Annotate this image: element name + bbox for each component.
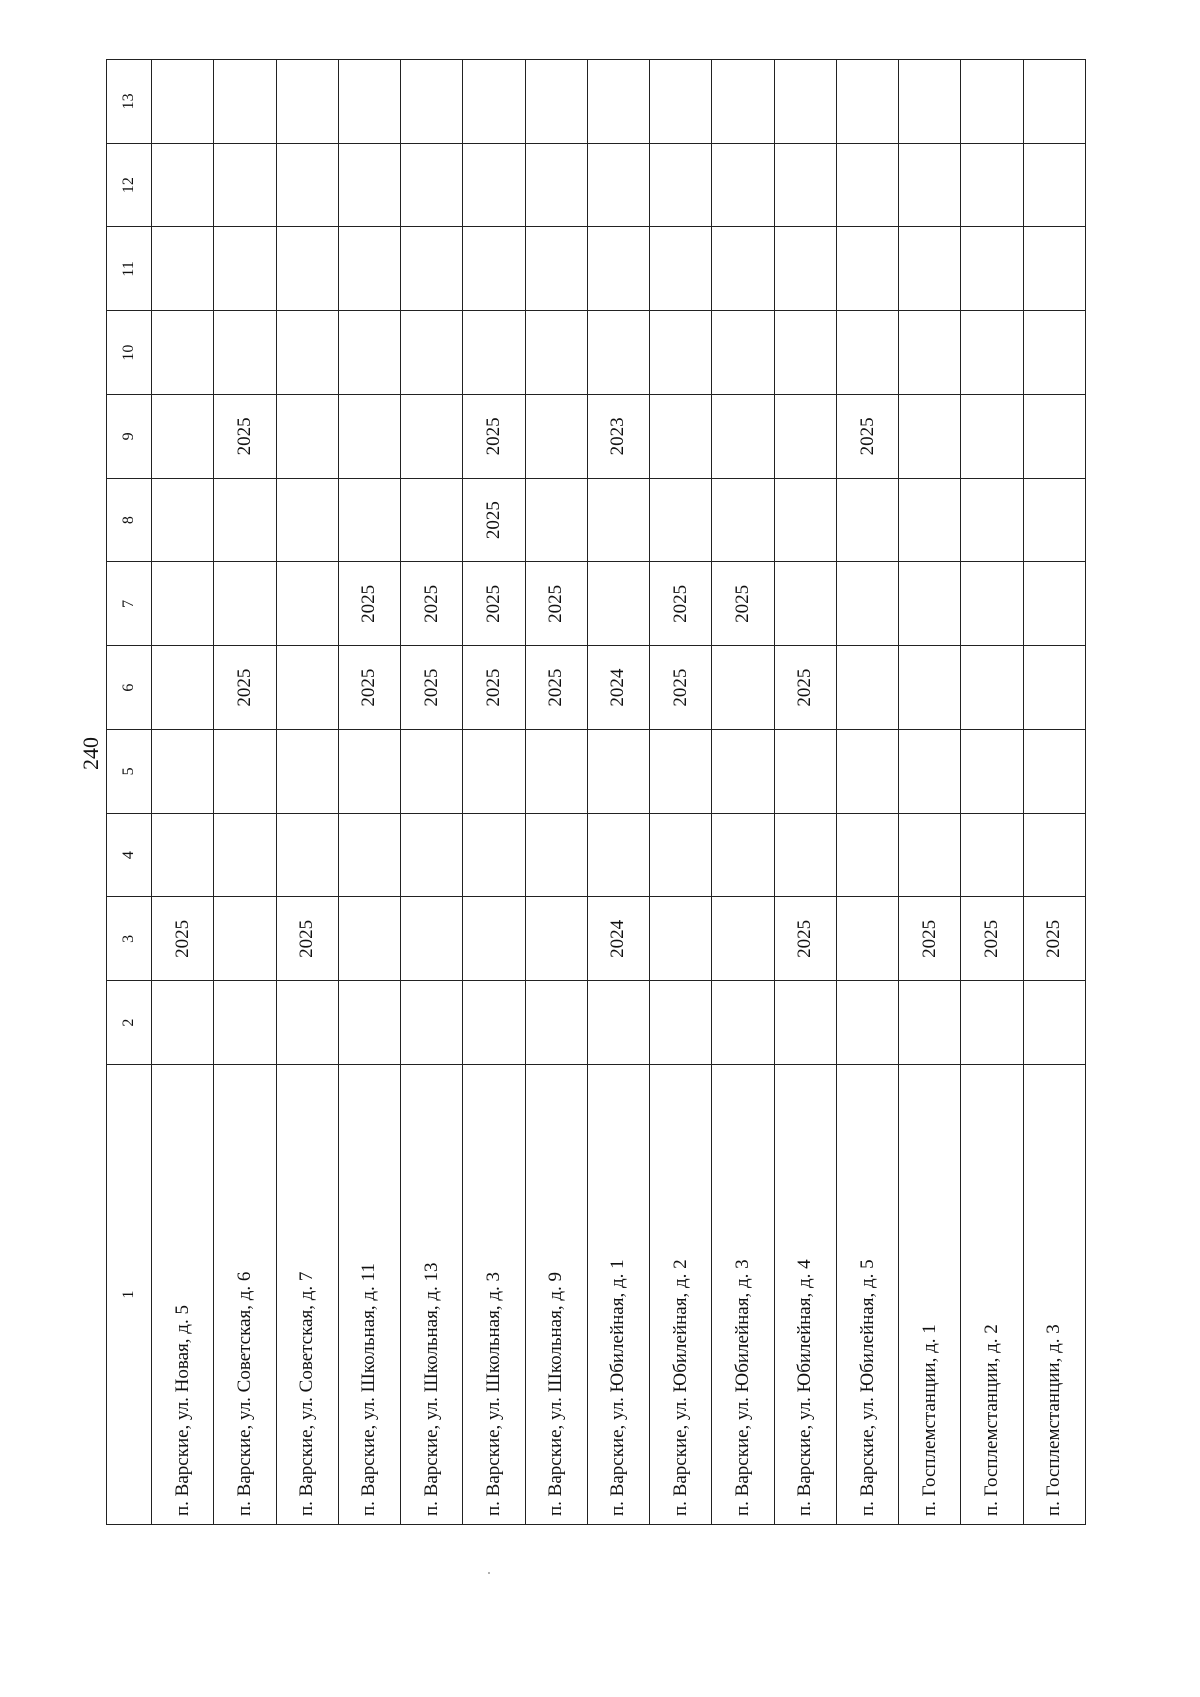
cell-col-10 bbox=[214, 311, 276, 395]
table-row bbox=[587, 60, 649, 1525]
cell-col-8 bbox=[650, 478, 712, 562]
cell-col-5 bbox=[401, 730, 463, 814]
cell-col-7: 2025 bbox=[712, 562, 774, 646]
cell-col-2 bbox=[899, 981, 961, 1065]
cell-col-7 bbox=[961, 562, 1023, 646]
cell-col-5 bbox=[276, 730, 338, 814]
cell-col-13 bbox=[899, 60, 961, 144]
cell-col-5 bbox=[774, 730, 836, 814]
cell-col-13 bbox=[401, 60, 463, 144]
cell-col-12 bbox=[152, 143, 214, 227]
table-row bbox=[152, 60, 214, 1525]
cell-col-4 bbox=[712, 813, 774, 897]
cell-col-3 bbox=[463, 897, 525, 981]
table-body bbox=[152, 60, 1086, 1525]
cell-col-3 bbox=[836, 897, 898, 981]
cell-col-13 bbox=[152, 60, 214, 144]
cell-col-3: 2025 bbox=[899, 897, 961, 981]
cell-col-10 bbox=[525, 311, 587, 395]
cell-col-6 bbox=[961, 646, 1023, 730]
cell-col-3: 2025 bbox=[1023, 897, 1085, 981]
schedule-table bbox=[106, 59, 1086, 1525]
cell-col-7 bbox=[587, 562, 649, 646]
address-cell: п. Варские, ул. Школьная, д. 9 bbox=[525, 1065, 587, 1525]
cell-col-10 bbox=[338, 311, 400, 395]
table-row bbox=[961, 60, 1023, 1525]
address-cell: п. Варские, ул. Школьная, д. 13 bbox=[401, 1065, 463, 1525]
cell-col-13 bbox=[1023, 60, 1085, 144]
cell-col-9 bbox=[276, 395, 338, 479]
cell-col-2 bbox=[338, 981, 400, 1065]
cell-col-3 bbox=[712, 897, 774, 981]
cell-col-9 bbox=[401, 395, 463, 479]
cell-col-8 bbox=[152, 478, 214, 562]
cell-col-12 bbox=[463, 143, 525, 227]
column-header-13: 13 bbox=[107, 60, 152, 144]
page-number: 240 bbox=[78, 737, 103, 770]
address-cell: п. Варские, ул. Юбилейная, д. 2 bbox=[650, 1065, 712, 1525]
address-cell: п. Варские, ул. Новая, д. 5 bbox=[152, 1065, 214, 1525]
cell-col-10 bbox=[836, 311, 898, 395]
cell-col-13 bbox=[774, 60, 836, 144]
cell-col-11 bbox=[836, 227, 898, 311]
table-header bbox=[107, 60, 152, 1525]
cell-col-13 bbox=[836, 60, 898, 144]
cell-col-11 bbox=[214, 227, 276, 311]
cell-col-8 bbox=[401, 478, 463, 562]
cell-col-7 bbox=[899, 562, 961, 646]
column-header-1: 1 bbox=[107, 1065, 152, 1525]
cell-col-13 bbox=[338, 60, 400, 144]
column-header-11: 11 bbox=[107, 227, 152, 311]
cell-col-11 bbox=[152, 227, 214, 311]
cell-col-11 bbox=[276, 227, 338, 311]
cell-col-12 bbox=[899, 143, 961, 227]
cell-col-4 bbox=[1023, 813, 1085, 897]
scan-speck bbox=[488, 1572, 490, 1574]
cell-col-5 bbox=[338, 730, 400, 814]
cell-col-11 bbox=[650, 227, 712, 311]
address-cell: п. Варские, ул. Юбилейная, д. 1 bbox=[587, 1065, 649, 1525]
column-header-6: 6 bbox=[107, 646, 152, 730]
table-row bbox=[276, 60, 338, 1525]
cell-col-12 bbox=[338, 143, 400, 227]
cell-col-5 bbox=[587, 730, 649, 814]
cell-col-4 bbox=[401, 813, 463, 897]
cell-col-9 bbox=[774, 395, 836, 479]
cell-col-2 bbox=[961, 981, 1023, 1065]
cell-col-8 bbox=[1023, 478, 1085, 562]
address-cell: п. Варские, ул. Юбилейная, д. 4 bbox=[774, 1065, 836, 1525]
cell-col-2 bbox=[401, 981, 463, 1065]
cell-col-12 bbox=[961, 143, 1023, 227]
cell-col-7: 2025 bbox=[463, 562, 525, 646]
header-row bbox=[107, 60, 152, 1525]
cell-col-4 bbox=[152, 813, 214, 897]
cell-col-3: 2025 bbox=[276, 897, 338, 981]
cell-col-7 bbox=[276, 562, 338, 646]
cell-col-3: 2025 bbox=[961, 897, 1023, 981]
column-header-9: 9 bbox=[107, 395, 152, 479]
table-row bbox=[712, 60, 774, 1525]
cell-col-4 bbox=[899, 813, 961, 897]
cell-col-10 bbox=[401, 311, 463, 395]
cell-col-6 bbox=[899, 646, 961, 730]
cell-col-10 bbox=[463, 311, 525, 395]
table-row bbox=[650, 60, 712, 1525]
cell-col-7 bbox=[1023, 562, 1085, 646]
cell-col-13 bbox=[525, 60, 587, 144]
cell-col-9 bbox=[525, 395, 587, 479]
address-cell: п. Госплемстанции, д. 3 bbox=[1023, 1065, 1085, 1525]
cell-col-3: 2025 bbox=[152, 897, 214, 981]
cell-col-4 bbox=[587, 813, 649, 897]
cell-col-12 bbox=[1023, 143, 1085, 227]
cell-col-12 bbox=[650, 143, 712, 227]
cell-col-4 bbox=[276, 813, 338, 897]
cell-col-6: 2025 bbox=[214, 646, 276, 730]
cell-col-8 bbox=[712, 478, 774, 562]
cell-col-2 bbox=[276, 981, 338, 1065]
cell-col-9 bbox=[338, 395, 400, 479]
cell-col-8 bbox=[214, 478, 276, 562]
cell-col-11 bbox=[774, 227, 836, 311]
column-header-7: 7 bbox=[107, 562, 152, 646]
cell-col-8 bbox=[587, 478, 649, 562]
cell-col-11 bbox=[463, 227, 525, 311]
table-row bbox=[836, 60, 898, 1525]
cell-col-7: 2025 bbox=[401, 562, 463, 646]
cell-col-11 bbox=[712, 227, 774, 311]
cell-col-5 bbox=[836, 730, 898, 814]
cell-col-2 bbox=[152, 981, 214, 1065]
address-cell: п. Варские, ул. Юбилейная, д. 5 bbox=[836, 1065, 898, 1525]
cell-col-9 bbox=[961, 395, 1023, 479]
cell-col-13 bbox=[650, 60, 712, 144]
cell-col-12 bbox=[525, 143, 587, 227]
address-cell: п. Госплемстанции, д. 1 bbox=[899, 1065, 961, 1525]
cell-col-8 bbox=[338, 478, 400, 562]
cell-col-11 bbox=[401, 227, 463, 311]
address-cell: п. Варские, ул. Школьная, д. 3 bbox=[463, 1065, 525, 1525]
cell-col-3 bbox=[214, 897, 276, 981]
cell-col-11 bbox=[587, 227, 649, 311]
cell-col-3 bbox=[525, 897, 587, 981]
cell-col-12 bbox=[587, 143, 649, 227]
table-row bbox=[463, 60, 525, 1525]
address-cell: п. Варские, ул. Советская, д. 6 bbox=[214, 1065, 276, 1525]
cell-col-10 bbox=[1023, 311, 1085, 395]
cell-col-5 bbox=[899, 730, 961, 814]
cell-col-13 bbox=[276, 60, 338, 144]
cell-col-2 bbox=[712, 981, 774, 1065]
cell-col-7 bbox=[836, 562, 898, 646]
cell-col-2 bbox=[774, 981, 836, 1065]
cell-col-8 bbox=[525, 478, 587, 562]
cell-col-7: 2025 bbox=[525, 562, 587, 646]
cell-col-3: 2025 bbox=[774, 897, 836, 981]
cell-col-9 bbox=[650, 395, 712, 479]
cell-col-8 bbox=[836, 478, 898, 562]
cell-col-11 bbox=[961, 227, 1023, 311]
column-header-12: 12 bbox=[107, 143, 152, 227]
table-row bbox=[401, 60, 463, 1525]
cell-col-7 bbox=[774, 562, 836, 646]
cell-col-12 bbox=[401, 143, 463, 227]
cell-col-10 bbox=[899, 311, 961, 395]
cell-col-7 bbox=[214, 562, 276, 646]
cell-col-6 bbox=[276, 646, 338, 730]
cell-col-4 bbox=[525, 813, 587, 897]
cell-col-3 bbox=[338, 897, 400, 981]
cell-col-5 bbox=[650, 730, 712, 814]
cell-col-9: 2025 bbox=[463, 395, 525, 479]
table-row bbox=[899, 60, 961, 1525]
cell-col-6: 2025 bbox=[401, 646, 463, 730]
table-row bbox=[1023, 60, 1085, 1525]
cell-col-9: 2025 bbox=[214, 395, 276, 479]
cell-col-11 bbox=[1023, 227, 1085, 311]
cell-col-12 bbox=[276, 143, 338, 227]
column-header-5: 5 bbox=[107, 730, 152, 814]
cell-col-6: 2025 bbox=[338, 646, 400, 730]
cell-col-12 bbox=[712, 143, 774, 227]
column-header-10: 10 bbox=[107, 311, 152, 395]
cell-col-4 bbox=[961, 813, 1023, 897]
cell-col-7: 2025 bbox=[650, 562, 712, 646]
cell-col-8 bbox=[961, 478, 1023, 562]
table-row bbox=[774, 60, 836, 1525]
cell-col-8: 2025 bbox=[463, 478, 525, 562]
cell-col-4 bbox=[214, 813, 276, 897]
cell-col-7 bbox=[152, 562, 214, 646]
cell-col-6: 2024 bbox=[587, 646, 649, 730]
cell-col-13 bbox=[961, 60, 1023, 144]
table-row bbox=[214, 60, 276, 1525]
cell-col-6 bbox=[712, 646, 774, 730]
cell-col-12 bbox=[214, 143, 276, 227]
table-container bbox=[106, 60, 1086, 1525]
cell-col-11 bbox=[338, 227, 400, 311]
cell-col-5 bbox=[214, 730, 276, 814]
cell-col-10 bbox=[961, 311, 1023, 395]
column-header-8: 8 bbox=[107, 478, 152, 562]
cell-col-10 bbox=[712, 311, 774, 395]
address-cell: п. Госплемстанции, д. 2 bbox=[961, 1065, 1023, 1525]
address-cell: п. Варские, ул. Юбилейная, д. 3 bbox=[712, 1065, 774, 1525]
cell-col-12 bbox=[836, 143, 898, 227]
cell-col-8 bbox=[899, 478, 961, 562]
cell-col-6: 2025 bbox=[463, 646, 525, 730]
cell-col-13 bbox=[214, 60, 276, 144]
cell-col-9 bbox=[899, 395, 961, 479]
cell-col-2 bbox=[587, 981, 649, 1065]
cell-col-6 bbox=[836, 646, 898, 730]
cell-col-8 bbox=[276, 478, 338, 562]
cell-col-6: 2025 bbox=[774, 646, 836, 730]
cell-col-5 bbox=[463, 730, 525, 814]
cell-col-4 bbox=[836, 813, 898, 897]
cell-col-9 bbox=[712, 395, 774, 479]
cell-col-13 bbox=[587, 60, 649, 144]
table-row bbox=[338, 60, 400, 1525]
cell-col-10 bbox=[587, 311, 649, 395]
cell-col-9: 2025 bbox=[836, 395, 898, 479]
cell-col-4 bbox=[463, 813, 525, 897]
cell-col-2 bbox=[836, 981, 898, 1065]
cell-col-4 bbox=[774, 813, 836, 897]
cell-col-6 bbox=[1023, 646, 1085, 730]
cell-col-6 bbox=[152, 646, 214, 730]
cell-col-10 bbox=[152, 311, 214, 395]
cell-col-5 bbox=[525, 730, 587, 814]
cell-col-2 bbox=[525, 981, 587, 1065]
cell-col-10 bbox=[774, 311, 836, 395]
cell-col-5 bbox=[152, 730, 214, 814]
table-row bbox=[525, 60, 587, 1525]
column-header-2: 2 bbox=[107, 981, 152, 1065]
cell-col-5 bbox=[1023, 730, 1085, 814]
cell-col-9 bbox=[152, 395, 214, 479]
cell-col-10 bbox=[276, 311, 338, 395]
cell-col-9: 2023 bbox=[587, 395, 649, 479]
cell-col-3 bbox=[650, 897, 712, 981]
cell-col-2 bbox=[463, 981, 525, 1065]
cell-col-11 bbox=[899, 227, 961, 311]
address-cell: п. Варские, ул. Школьная, д. 11 bbox=[338, 1065, 400, 1525]
cell-col-5 bbox=[961, 730, 1023, 814]
cell-col-4 bbox=[338, 813, 400, 897]
cell-col-12 bbox=[774, 143, 836, 227]
cell-col-9 bbox=[1023, 395, 1085, 479]
cell-col-6: 2025 bbox=[525, 646, 587, 730]
cell-col-4 bbox=[650, 813, 712, 897]
cell-col-13 bbox=[712, 60, 774, 144]
cell-col-8 bbox=[774, 478, 836, 562]
cell-col-2 bbox=[1023, 981, 1085, 1065]
cell-col-3 bbox=[401, 897, 463, 981]
cell-col-11 bbox=[525, 227, 587, 311]
cell-col-5 bbox=[712, 730, 774, 814]
cell-col-3: 2024 bbox=[587, 897, 649, 981]
column-header-3: 3 bbox=[107, 897, 152, 981]
cell-col-13 bbox=[463, 60, 525, 144]
cell-col-6: 2025 bbox=[650, 646, 712, 730]
cell-col-10 bbox=[650, 311, 712, 395]
cell-col-2 bbox=[650, 981, 712, 1065]
cell-col-2 bbox=[214, 981, 276, 1065]
cell-col-7: 2025 bbox=[338, 562, 400, 646]
address-cell: п. Варские, ул. Советская, д. 7 bbox=[276, 1065, 338, 1525]
column-header-4: 4 bbox=[107, 813, 152, 897]
